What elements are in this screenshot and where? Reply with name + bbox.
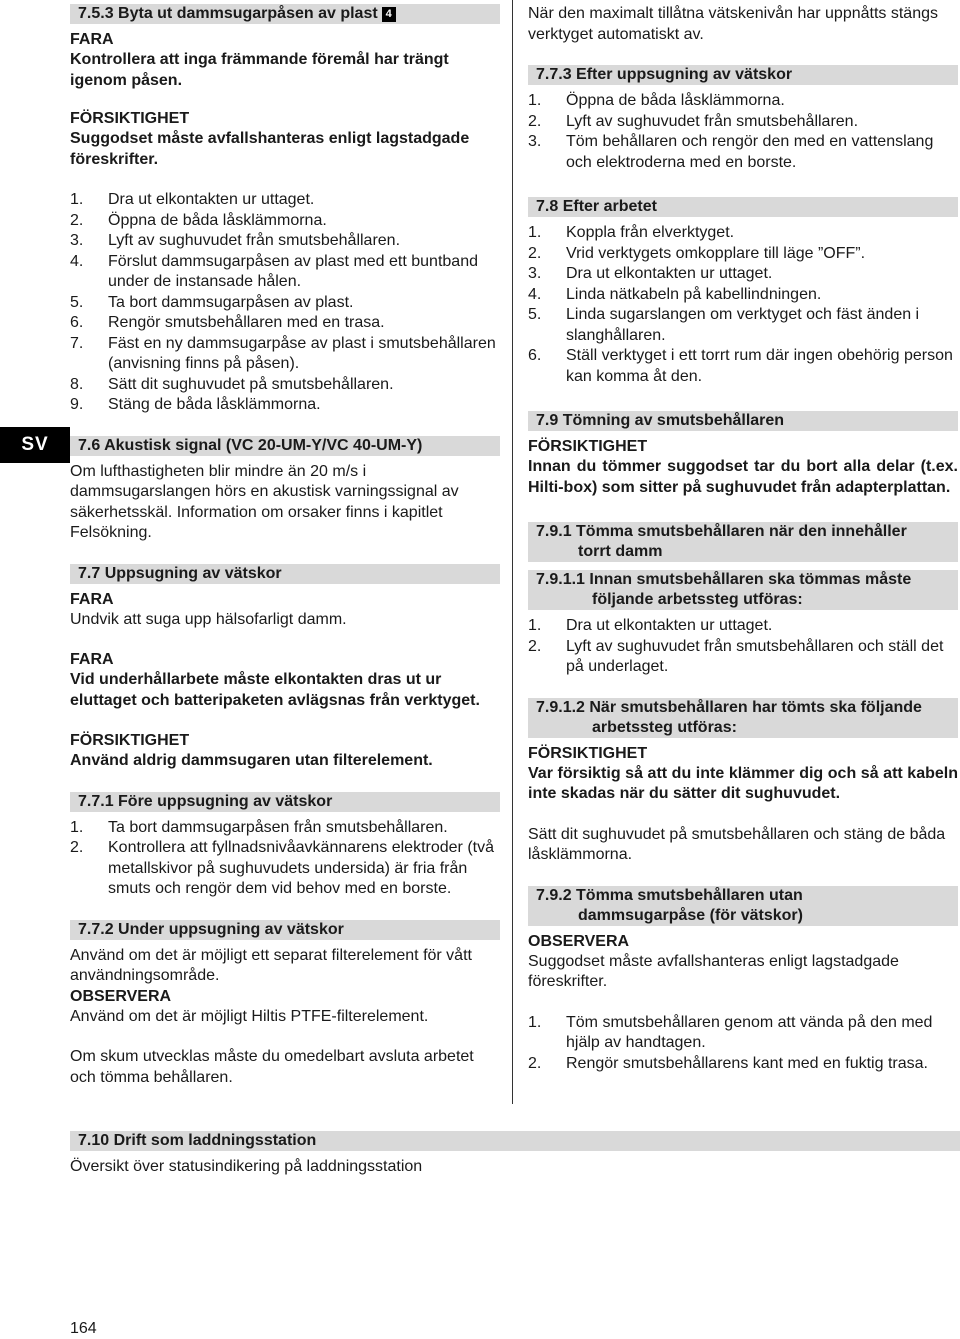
list-item-text: Dra ut elkontakten ur uttaget. <box>108 191 315 208</box>
heading-7-10: 7.10 Drift som laddningsstation <box>70 1131 960 1151</box>
page-number: 164 <box>70 1320 97 1337</box>
steps-7-7-1 <box>70 818 500 900</box>
note-label: OBSERVERA <box>70 987 172 1005</box>
list-item-text: Stäng de båda låsklämmorna. <box>108 396 321 413</box>
list-item <box>70 211 500 232</box>
language-tab: SV <box>0 427 70 463</box>
list-item-text: Sätt dit sughuvudet på smutsbehållaren. <box>108 375 394 393</box>
note-text: Suggodset måste avfallshanteras enligt lagstadgade föreskrifter. <box>528 952 899 990</box>
heading-7-9-1-1: 7.9.1.1 Innan smutsbehållaren ska tömmas måste följande arbetssteg utföras: <box>528 570 958 610</box>
list-item-number: 6. <box>70 314 84 331</box>
steps-7-8 <box>528 223 958 387</box>
heading-7-9-1: 7.9.1 Tömma smutsbehållaren när den innehåller torrt damm <box>528 522 958 562</box>
list-item-text: Rengör smutsbehållaren med en trasa. <box>108 314 385 331</box>
list-item-text: Rengör smutsbehållarens kant med en fuktig trasa. <box>566 1054 928 1072</box>
list-item-text: Lyft av sughuvudet från smutsbehållaren och ställ det på underlaget. <box>566 637 944 675</box>
list-item-text: Förslut dammsugarpåsen av plast med ett buntband under de instansade hålen. <box>108 252 478 290</box>
list-item-number: 2. <box>528 112 542 130</box>
list-item-number: 1. <box>70 818 84 836</box>
list-item-number: 1. <box>528 224 542 241</box>
left-column <box>70 4 500 1088</box>
caution-text: Var försiktig så att du inte klämmer dig och så att kabeln inte skadas när du sätter dit sughuvudet. <box>528 764 958 802</box>
list-item-text: Öppna de båda låsklämmorna. <box>108 211 327 229</box>
heading-7-9-2: 7.9.2 Tömma smutsbehållaren utan dammsugarpåse (för vätskor) <box>528 886 958 926</box>
steps-7-9-2 <box>528 1013 958 1075</box>
list-item <box>528 346 958 387</box>
figure-ref-badge: 4 <box>382 7 396 22</box>
heading-7-7: 7.7 Uppsugning av vätskor <box>70 564 500 584</box>
list-item-number: 1. <box>528 1013 542 1031</box>
list-item-text: Fäst en ny dammsugarpåse av plast i smutsbehållaren (anvisning finns på påsen). <box>108 334 496 372</box>
right-column <box>528 4 958 1074</box>
heading-7-5-3: 7.5.3 Byta ut dammsugarpåsen av plast 4 <box>70 4 500 24</box>
heading-7-9-1-2: 7.9.1.2 När smutsbehållaren har tömts ska följande arbetssteg utföras: <box>528 698 958 738</box>
steps-7-9-1-1 <box>528 616 958 678</box>
heading-7-7-1: 7.7.1 Före uppsugning av vätskor <box>70 792 500 812</box>
list-item <box>70 293 500 314</box>
list-item-text: Linda nätkabeln på kabellindningen. <box>566 285 822 303</box>
list-item-text: Töm smutsbehållaren genom att vända på den med hjälp av handtagen. <box>566 1013 933 1051</box>
list-item <box>70 395 500 416</box>
caution-label: FÖRSIKTIGHET <box>528 438 648 455</box>
list-item-text: Lyft av sughuvudet från smutsbehållaren. <box>566 112 859 130</box>
warning-label: FARA <box>70 590 114 608</box>
list-item-number: 4. <box>70 252 84 270</box>
list-item-text: Töm behållaren och rengör den med en vattenslang och elektroderna med en borste. <box>566 133 934 171</box>
list-item <box>528 264 958 285</box>
list-item <box>528 285 958 306</box>
steps-7-7-3 <box>528 91 958 173</box>
list-item-number: 2. <box>528 1054 542 1072</box>
paragraph-intro: När den maximalt tillåtna vätskenivån har uppnåtts stängs verktyget automatiskt av. <box>528 5 938 43</box>
list-item-number: 7. <box>70 334 84 352</box>
list-item <box>528 1013 958 1054</box>
caution-label: FÖRSIKTIGHET <box>70 110 190 127</box>
list-item <box>528 1054 958 1075</box>
list-item-text: Kontrollera att fyllnadsnivåavkännarens elektroder (två metallskivor på sughuvudets undersida) är fria från smuts och rengör dem vid behov med en borste. <box>108 839 494 897</box>
warning-text: Vid underhållarbete måste elkontakten dras ut ur eluttaget och batteripaketen avlägsnas från verktyget. <box>70 671 480 709</box>
list-item <box>528 616 958 637</box>
list-item-number: 5. <box>528 306 542 323</box>
list-item-text: Ta bort dammsugarpåsen från smutsbehållaren. <box>108 818 448 836</box>
list-item-number: 9. <box>70 396 84 413</box>
bottom-section <box>70 1131 960 1178</box>
list-item <box>70 231 500 252</box>
list-item <box>70 375 500 396</box>
heading-7-7-3: 7.7.3 Efter uppsugning av vätskor <box>528 65 958 85</box>
list-item <box>70 334 500 375</box>
list-item-text: Lyft av sughuvudet från smutsbehållaren. <box>108 232 401 249</box>
caution-label: FÖRSIKTIGHET <box>528 744 648 762</box>
list-item <box>528 223 958 244</box>
list-item-number: 2. <box>528 244 542 262</box>
warning-label: FARA <box>70 31 114 48</box>
paragraph-7-6: Om lufthastigheten blir mindre än 20 m/s i dammsugarslangen hörs en akustisk varningssignal av säkerhetsskäl. Information om orsaker finns i kapitlet Felsökning. <box>70 462 459 541</box>
note-text: Använd om det är möjligt Hiltis PTFE-filterelement. <box>70 1007 429 1025</box>
list-item <box>528 91 958 112</box>
steps-7-5-3 <box>70 190 500 416</box>
list-item-text: Ta bort dammsugarpåsen av plast. <box>108 293 354 311</box>
list-item <box>528 637 958 678</box>
heading-7-8: 7.8 Efter arbetet <box>528 197 958 217</box>
list-item-number: 6. <box>528 347 542 364</box>
list-item-text: Dra ut elkontakten ur uttaget. <box>566 265 773 282</box>
column-divider <box>512 0 513 1104</box>
list-item-number: 1. <box>528 92 542 109</box>
list-item <box>528 132 958 173</box>
warning-label: FARA <box>70 651 114 668</box>
list-item <box>70 818 500 839</box>
list-item-text: Vrid verktygets omkopplare till läge ”OFF”. <box>566 244 866 262</box>
caution-label: FÖRSIKTIGHET <box>70 732 190 749</box>
list-item-number: 4. <box>528 285 542 303</box>
list-item <box>528 244 958 265</box>
list-item <box>70 313 500 334</box>
list-item-text: Ställ verktyget i ett torrt rum där ingen obehörig person kan komma åt den. <box>566 347 953 385</box>
list-item-number: 8. <box>70 375 84 393</box>
heading-7-9: 7.9 Tömning av smutsbehållaren <box>528 411 958 431</box>
list-item <box>70 190 500 211</box>
list-item-number: 3. <box>528 265 542 282</box>
list-item-number: 3. <box>70 232 84 249</box>
list-item <box>528 305 958 346</box>
list-item <box>528 112 958 133</box>
list-item-number: 3. <box>528 133 542 150</box>
list-item-text: Linda sugarslangen om verktyget och fäst änden i slanghållaren. <box>566 306 920 344</box>
list-item-number: 5. <box>70 293 84 311</box>
heading-7-7-2: 7.7.2 Under uppsugning av vätskor <box>70 920 500 940</box>
note-label: OBSERVERA <box>528 932 630 950</box>
caution-text: Suggodset måste avfallshanteras enligt lagstadgade föreskrifter. <box>70 130 470 168</box>
paragraph-7-9-1-2: Sätt dit sughuvudet på smutsbehållaren och stäng de båda låsklämmorna. <box>528 825 946 863</box>
list-item-number: 2. <box>528 637 542 655</box>
paragraph-7-7-2: Använd om det är möjligt ett separat filterelement för vått användningsområde. <box>70 946 472 984</box>
warning-text: Kontrollera att inga främmande föremål har trängt igenom påsen. <box>70 51 449 89</box>
caution-text: Använd aldrig dammsugaren utan filterelement. <box>70 752 433 769</box>
paragraph-foam: Om skum utvecklas måste du omedelbart avsluta arbetet och tömma behållaren. <box>70 1048 474 1086</box>
list-item-number: 2. <box>70 839 84 856</box>
list-item-text: Öppna de båda låsklämmorna. <box>566 92 785 109</box>
warning-text: Undvik att suga upp hälsofarligt damm. <box>70 610 347 628</box>
list-item <box>70 252 500 293</box>
list-item-text: Koppla från elverktyget. <box>566 224 735 241</box>
heading-7-6: 7.6 Akustisk signal (VC 20-UM-Y/VC 40-UM-Y) <box>70 436 500 456</box>
list-item-number: 2. <box>70 211 84 229</box>
paragraph-7-10: Översikt över statusindikering på laddningsstation <box>70 1158 423 1175</box>
list-item <box>70 838 500 900</box>
caution-text: Innan du tömmer suggodset tar du bort alla delar (t.ex. Hilti-box) som sitter på sughuvudet från adapterplattan. <box>528 458 958 496</box>
list-item-number: 1. <box>70 191 84 208</box>
list-item-number: 1. <box>528 617 542 634</box>
list-item-text: Dra ut elkontakten ur uttaget. <box>566 617 773 634</box>
